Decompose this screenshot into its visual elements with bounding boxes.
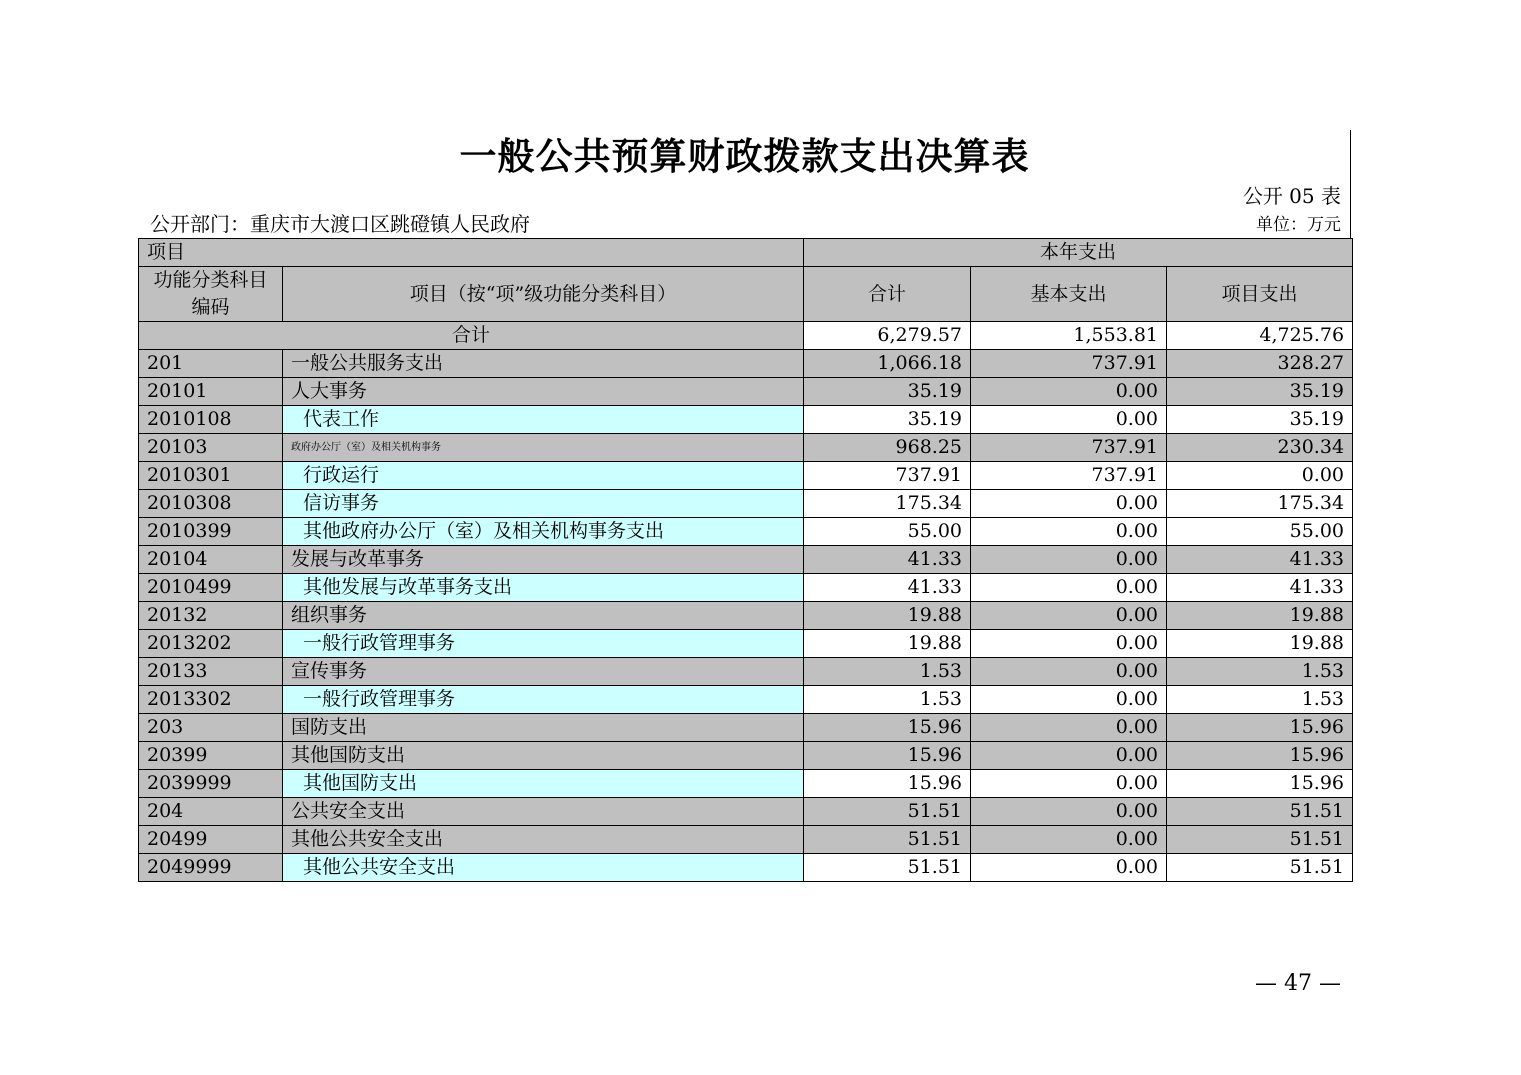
table-row bbox=[139, 798, 1353, 826]
row-total: 968.25 bbox=[804, 434, 971, 462]
row-total: 1.53 bbox=[804, 658, 971, 686]
row-name: 其他公共安全支出 bbox=[283, 826, 804, 854]
row-name: 政府办公厅（室）及相关机构事务 bbox=[283, 434, 804, 462]
row-total: 41.33 bbox=[804, 574, 971, 602]
row-code: 20133 bbox=[139, 658, 283, 686]
unit-label: 单位：万元 bbox=[1256, 215, 1341, 235]
row-project: 15.96 bbox=[1167, 770, 1353, 798]
row-basic: 0.00 bbox=[971, 798, 1167, 826]
table-row bbox=[139, 434, 1353, 462]
table-row bbox=[139, 686, 1353, 714]
row-basic: 0.00 bbox=[971, 630, 1167, 658]
row-code: 20101 bbox=[139, 378, 283, 406]
row-name: 组织事务 bbox=[283, 602, 804, 630]
header-current-year: 本年支出 bbox=[804, 239, 1353, 267]
table-row bbox=[139, 546, 1353, 574]
row-basic: 0.00 bbox=[971, 546, 1167, 574]
row-project: 51.51 bbox=[1167, 798, 1353, 826]
row-project: 51.51 bbox=[1167, 826, 1353, 854]
row-total: 15.96 bbox=[804, 742, 971, 770]
row-name: 信访事务 bbox=[283, 490, 804, 518]
table-row bbox=[139, 378, 1353, 406]
row-basic: 0.00 bbox=[971, 574, 1167, 602]
row-code: 2013202 bbox=[139, 630, 283, 658]
row-code: 2013302 bbox=[139, 686, 283, 714]
row-code: 2010499 bbox=[139, 574, 283, 602]
row-code: 204 bbox=[139, 798, 283, 826]
header-total: 合计 bbox=[804, 267, 971, 322]
row-basic: 0.00 bbox=[971, 406, 1167, 434]
row-project: 175.34 bbox=[1167, 490, 1353, 518]
row-code: 2010399 bbox=[139, 518, 283, 546]
row-total: 51.51 bbox=[804, 826, 971, 854]
table-row bbox=[139, 350, 1353, 378]
row-basic: 737.91 bbox=[971, 462, 1167, 490]
row-total: 175.34 bbox=[804, 490, 971, 518]
row-total: 55.00 bbox=[804, 518, 971, 546]
page-number: — 47 — bbox=[1255, 971, 1341, 996]
row-project: 15.96 bbox=[1167, 742, 1353, 770]
row-project: 55.00 bbox=[1167, 518, 1353, 546]
table-row bbox=[139, 630, 1353, 658]
row-project: 0.00 bbox=[1167, 462, 1353, 490]
row-project: 41.33 bbox=[1167, 546, 1353, 574]
table-row bbox=[139, 742, 1353, 770]
total-sum: 6,279.57 bbox=[804, 322, 971, 350]
header-row-1 bbox=[139, 239, 1353, 267]
row-total: 35.19 bbox=[804, 378, 971, 406]
row-name: 宣传事务 bbox=[283, 658, 804, 686]
row-name: 发展与改革事务 bbox=[283, 546, 804, 574]
document-title: 一般公共预算财政拨款支出决算表 bbox=[459, 135, 1030, 178]
row-project: 19.88 bbox=[1167, 602, 1353, 630]
row-name: 代表工作 bbox=[283, 406, 804, 434]
row-basic: 737.91 bbox=[971, 434, 1167, 462]
row-basic: 0.00 bbox=[971, 378, 1167, 406]
row-project: 41.33 bbox=[1167, 574, 1353, 602]
row-code: 20104 bbox=[139, 546, 283, 574]
table-row bbox=[139, 770, 1353, 798]
row-code: 20399 bbox=[139, 742, 283, 770]
total-label: 合计 bbox=[139, 322, 804, 350]
row-total: 35.19 bbox=[804, 406, 971, 434]
row-code: 2049999 bbox=[139, 854, 283, 882]
row-basic: 0.00 bbox=[971, 770, 1167, 798]
table-row bbox=[139, 602, 1353, 630]
row-project: 1.53 bbox=[1167, 686, 1353, 714]
row-name: 一般公共服务支出 bbox=[283, 350, 804, 378]
table-row bbox=[139, 518, 1353, 546]
row-code: 2010308 bbox=[139, 490, 283, 518]
department-label: 公开部门：重庆市大渡口区跳磴镇人民政府 bbox=[150, 212, 530, 236]
row-basic: 0.00 bbox=[971, 658, 1167, 686]
table-row bbox=[139, 854, 1353, 882]
row-basic: 0.00 bbox=[971, 826, 1167, 854]
row-project: 35.19 bbox=[1167, 378, 1353, 406]
total-row bbox=[139, 322, 1353, 350]
row-code: 20132 bbox=[139, 602, 283, 630]
row-basic: 0.00 bbox=[971, 490, 1167, 518]
row-name: 其他政府办公厅（室）及相关机构事务支出 bbox=[283, 518, 804, 546]
row-total: 15.96 bbox=[804, 714, 971, 742]
row-name: 人大事务 bbox=[283, 378, 804, 406]
row-total: 15.96 bbox=[804, 770, 971, 798]
table-row bbox=[139, 658, 1353, 686]
row-code: 201 bbox=[139, 350, 283, 378]
row-project: 328.27 bbox=[1167, 350, 1353, 378]
row-name: 其他发展与改革事务支出 bbox=[283, 574, 804, 602]
table-row bbox=[139, 490, 1353, 518]
header-item: 项目 bbox=[139, 239, 804, 267]
header-project: 项目支出 bbox=[1167, 267, 1353, 322]
row-total: 51.51 bbox=[804, 854, 971, 882]
row-project: 230.34 bbox=[1167, 434, 1353, 462]
row-project: 15.96 bbox=[1167, 714, 1353, 742]
row-total: 51.51 bbox=[804, 798, 971, 826]
row-code: 20499 bbox=[139, 826, 283, 854]
table-row bbox=[139, 714, 1353, 742]
row-name: 一般行政管理事务 bbox=[283, 630, 804, 658]
row-name: 其他国防支出 bbox=[283, 770, 804, 798]
row-basic: 0.00 bbox=[971, 602, 1167, 630]
total-basic: 1,553.81 bbox=[971, 322, 1167, 350]
row-basic: 0.00 bbox=[971, 686, 1167, 714]
row-basic: 737.91 bbox=[971, 350, 1167, 378]
row-total: 737.91 bbox=[804, 462, 971, 490]
row-code: 2010108 bbox=[139, 406, 283, 434]
row-name: 其他公共安全支出 bbox=[283, 854, 804, 882]
row-total: 41.33 bbox=[804, 546, 971, 574]
header-row-2 bbox=[139, 267, 1353, 322]
header-basic: 基本支出 bbox=[971, 267, 1167, 322]
row-project: 35.19 bbox=[1167, 406, 1353, 434]
row-project: 1.53 bbox=[1167, 658, 1353, 686]
row-code: 20103 bbox=[139, 434, 283, 462]
row-basic: 0.00 bbox=[971, 518, 1167, 546]
table-row bbox=[139, 574, 1353, 602]
row-basic: 0.00 bbox=[971, 854, 1167, 882]
row-name: 一般行政管理事务 bbox=[283, 686, 804, 714]
table-row bbox=[139, 406, 1353, 434]
row-code: 203 bbox=[139, 714, 283, 742]
row-project: 51.51 bbox=[1167, 854, 1353, 882]
table-row bbox=[139, 826, 1353, 854]
row-code: 2039999 bbox=[139, 770, 283, 798]
row-name: 公共安全支出 bbox=[283, 798, 804, 826]
row-name: 国防支出 bbox=[283, 714, 804, 742]
row-basic: 0.00 bbox=[971, 742, 1167, 770]
row-basic: 0.00 bbox=[971, 714, 1167, 742]
row-project: 19.88 bbox=[1167, 630, 1353, 658]
row-name: 行政运行 bbox=[283, 462, 804, 490]
row-total: 1.53 bbox=[804, 686, 971, 714]
form-number: 公开 05 表 bbox=[1242, 184, 1341, 208]
header-code: 功能分类科目编码 bbox=[139, 267, 283, 322]
total-project: 4,725.76 bbox=[1167, 322, 1353, 350]
table-row bbox=[139, 462, 1353, 490]
row-total: 19.88 bbox=[804, 630, 971, 658]
row-total: 19.88 bbox=[804, 602, 971, 630]
row-name: 其他国防支出 bbox=[283, 742, 804, 770]
header-item-detail: 项目（按“项”级功能分类科目） bbox=[283, 267, 804, 322]
expenditure-table bbox=[138, 238, 1353, 882]
row-code: 2010301 bbox=[139, 462, 283, 490]
row-total: 1,066.18 bbox=[804, 350, 971, 378]
